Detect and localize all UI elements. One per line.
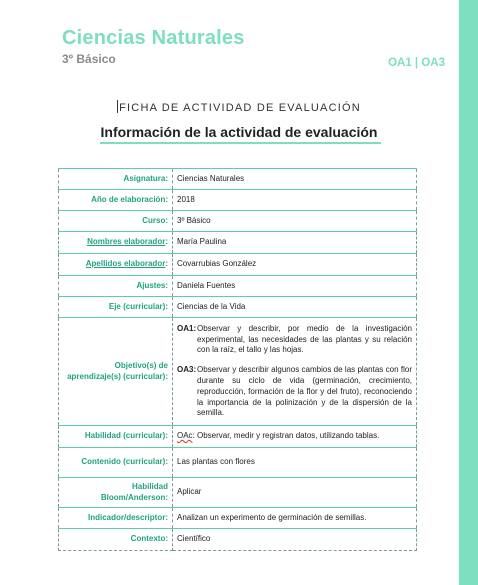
row-objetivos <box>59 318 417 426</box>
label-asignatura: Asignatura: <box>59 169 173 190</box>
row-apellidos <box>59 254 417 276</box>
value-contenido[interactable]: Las plantas con flores <box>173 448 417 478</box>
value-bloom[interactable]: Aplicar <box>173 478 417 508</box>
row-asignatura <box>59 169 417 190</box>
label-contexto: Contexto: <box>59 529 173 551</box>
label-nombres-suffix: : <box>165 237 168 247</box>
row-bloom <box>59 478 417 508</box>
row-curso <box>59 211 417 232</box>
label-objetivos: Objetivo(s) de aprendizaje(s) (curricular): <box>59 318 173 426</box>
objective-text: Observar y describir algunos cambios de las plantas con flor durante su ciclo de vida (germinación, crecimiento, reproducción, formación de la flor y del fruto), reconociendo la importancia de la polinización y de la dispersión de la semilla. <box>197 365 412 418</box>
label-habilidad: Habilidad (curricular): <box>59 426 173 448</box>
label-eje: Eje (curricular): <box>59 297 173 318</box>
ficha-heading[interactable] <box>0 100 478 114</box>
value-anio[interactable]: 2018 <box>173 190 417 211</box>
row-nombres <box>59 232 417 254</box>
value-eje[interactable]: Ciencias de la Vida <box>173 297 417 318</box>
value-indicador[interactable]: Analizan un experimento de germinación de semillas. <box>173 508 417 529</box>
spellcheck-word: OAc <box>177 431 193 441</box>
value-objetivos[interactable] <box>173 318 417 426</box>
value-apellidos[interactable]: Covarrubias González <box>173 254 417 276</box>
text-cursor <box>117 100 118 113</box>
label-nombres <box>59 232 173 254</box>
row-contexto <box>59 529 417 551</box>
value-curso[interactable]: 3º Básico <box>173 211 417 232</box>
row-ajustes <box>59 276 417 297</box>
objective-code: OA1: <box>177 323 197 333</box>
value-contexto[interactable]: Científico <box>173 529 417 551</box>
objective-item <box>177 365 412 419</box>
label-nombres-text: Nombres elaborador <box>87 237 166 247</box>
ficha-heading-text: FICHA DE ACTIVIDAD DE EVALUACIÓN <box>119 102 361 114</box>
row-eje <box>59 297 417 318</box>
objective-item <box>177 324 412 356</box>
info-title: Información de la actividad de evaluación <box>100 124 378 140</box>
row-habilidad <box>59 426 417 448</box>
page-title: Ciencias Naturales <box>62 27 245 49</box>
label-apellidos-suffix: : <box>165 259 168 269</box>
objective-text: Observar y describir, por medio de la investigación experimental, las necesidades de las plantas y su relación con la raíz, el tallo y las hojas. <box>197 323 412 355</box>
row-anio <box>59 190 417 211</box>
label-apellidos <box>59 254 173 276</box>
objective-code: OA3: <box>177 365 197 375</box>
label-anio: Año de elaboración: <box>59 190 173 211</box>
activity-info-table <box>58 168 417 551</box>
label-contenido: Contenido (curricular): <box>59 448 173 478</box>
row-contenido <box>59 448 417 478</box>
label-apellidos-text: Apellidos elaborador <box>85 259 166 269</box>
grade-subtitle: 3º Básico <box>62 52 116 66</box>
value-habilidad[interactable] <box>173 426 417 448</box>
habilidad-text: : Observar, medir y registran datos, utilizando tablas. <box>192 431 380 441</box>
value-nombres[interactable]: María Paulina <box>173 232 417 254</box>
value-asignatura[interactable]: Ciencias Naturales <box>173 169 417 190</box>
label-bloom: Habilidad Bloom/Anderson: <box>59 478 173 508</box>
info-title-underline <box>100 142 381 144</box>
value-ajustes[interactable]: Daniela Fuentes <box>173 276 417 297</box>
label-indicador: Indicador/descriptor: <box>59 508 173 529</box>
oa-codes: OA1 | OA3 <box>388 57 445 69</box>
row-indicador <box>59 508 417 529</box>
label-ajustes: Ajustes: <box>59 276 173 297</box>
side-accent-bar <box>459 0 478 585</box>
label-curso: Curso: <box>59 211 173 232</box>
